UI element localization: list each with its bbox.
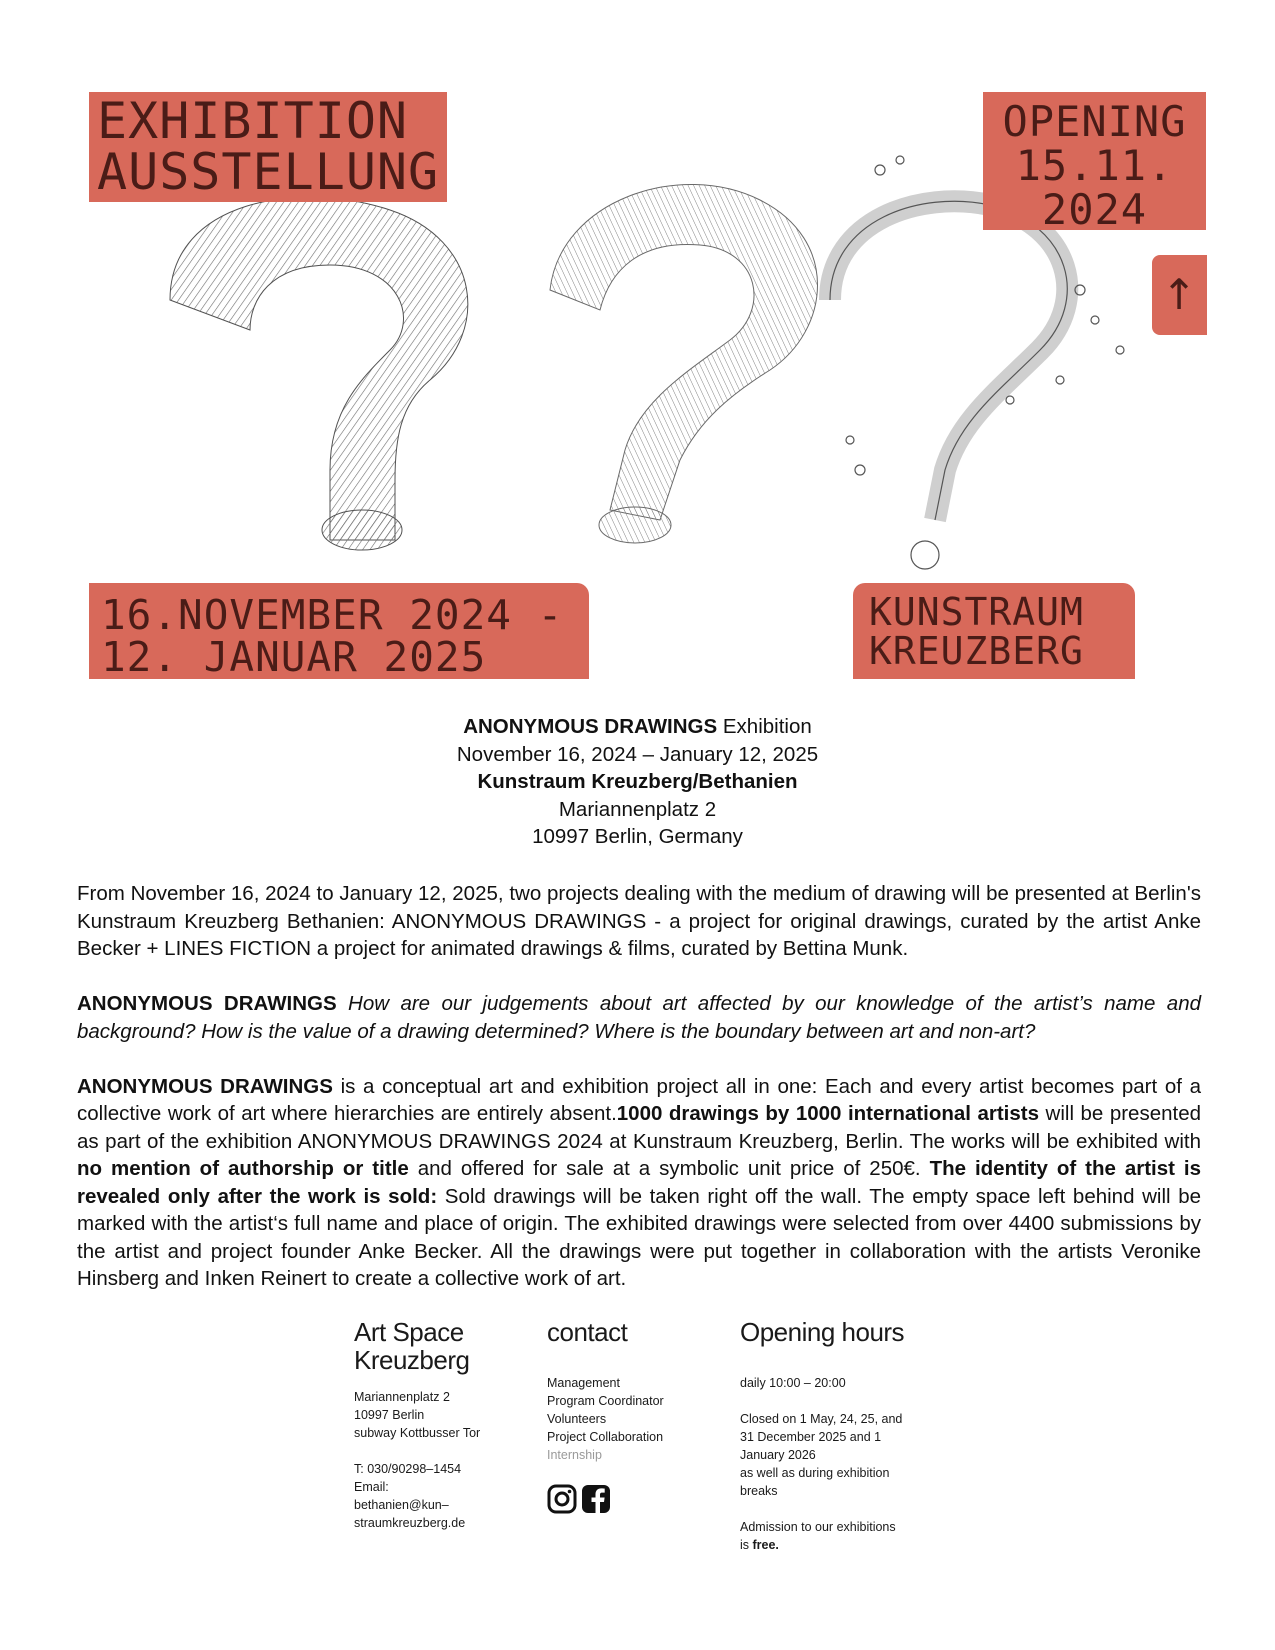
opening-label — [983, 92, 1206, 235]
opening-hours-title: Opening hours — [740, 1317, 905, 1347]
admission-line1: Admission to our exhibitions — [740, 1520, 896, 1534]
footer-address — [354, 1318, 524, 1532]
p3-b3: no mention of authorship or title — [77, 1157, 409, 1180]
title-rest: Exhibition — [717, 715, 812, 738]
exhibition-info — [0, 713, 1275, 851]
daily-hours: daily 10:00 – 20:00 — [740, 1376, 846, 1390]
arrow-up-icon: ↑ — [1152, 255, 1207, 335]
paragraph-concept — [77, 1073, 1201, 1293]
dates-line1: 16.NOVEMBER 2024 - — [101, 591, 564, 639]
admission-free: free. — [752, 1538, 779, 1552]
admission-pre: is — [740, 1538, 753, 1552]
footer-contact — [547, 1318, 722, 1514]
address-line2: 10997 Berlin — [354, 1408, 425, 1422]
venue-label — [853, 583, 1135, 679]
email-line2[interactable]: straumkreuzberg.de — [354, 1516, 466, 1530]
dates-line2: 12. JANUAR 2025 — [101, 632, 487, 681]
closed-line2: 31 December 2025 and 1 — [740, 1430, 882, 1444]
contact-link-internship[interactable]: Internship — [547, 1448, 602, 1462]
exhibition-text: EXHIBITION — [97, 92, 409, 150]
exhibition-title — [0, 713, 1275, 741]
admission-line2 — [740, 1536, 940, 1554]
p3-t3: and offered for sale at a symbolic unit price of 250€. — [408, 1157, 930, 1180]
email-line1[interactable]: bethanien@kun– — [354, 1498, 449, 1512]
exhibition-label — [89, 92, 447, 202]
art-space-title — [354, 1318, 524, 1374]
contact-link-management[interactable]: Management — [547, 1376, 620, 1390]
closed-line5: breaks — [740, 1484, 778, 1498]
p3-t1: is a conceptual art and exhibition project all in one: Each and every artist becomes part of a collective work of art where hierarchies are entirely absent. — [77, 1074, 1201, 1125]
p3-t2: will be presented as part of the exhibition ANONYMOUS DRAWINGS 2024 at Kunstraum Kreuzberg, Berlin. The works will be exhibited with — [77, 1102, 1202, 1153]
contact-link-program-coordinator[interactable]: Program Coordinator — [547, 1394, 664, 1408]
paragraph-questions — [77, 990, 1201, 1045]
p3-b4: The identity of the artist is revealed only after the work is sold: — [77, 1157, 1202, 1208]
email-label: Email: — [354, 1480, 389, 1494]
question-mark-middle — [550, 184, 818, 543]
exhibition-poster — [0, 0, 1275, 690]
address-block — [354, 1388, 524, 1532]
closed-line1: Closed on 1 May, 24, 25, and — [740, 1412, 903, 1426]
dates-label — [89, 583, 589, 679]
paragraph-intro: From November 16, 2024 to January 12, 2025, two projects dealing with the medium of drawing will be presented at Berlin's Kunstraum Kreuzberg Bethanien: ANONYMOUS DRAWINGS - a project for original drawings, curated by the artist Anke Becker + LINES FICTION a project for animated drawings & films, curated by Bettina Munk. — [77, 882, 1201, 960]
title-bold: ANONYMOUS DRAWINGS — [463, 715, 718, 738]
address-line1: Mariannenplatz 2 — [354, 1390, 450, 1404]
footer-opening-hours — [740, 1318, 940, 1554]
venue-bold: Kunstraum Kreuzberg/Bethanien — [477, 770, 798, 793]
contact-title: contact — [547, 1317, 628, 1347]
p2-italic: How are our judgements about art affected by our knowledge of the artist’s name and background? How is the value of a drawing determined? Where is the boundary between art and non-art? — [77, 992, 1201, 1043]
phone-number[interactable]: T: 030/90298–1454 — [354, 1462, 462, 1476]
p3-b2: 1000 drawings by 1000 international artists — [616, 1102, 1040, 1125]
exhibition-dates: November 16, 2024 – January 12, 2025 — [456, 742, 819, 766]
contact-link-project-collaboration[interactable]: Project Collaboration — [547, 1430, 664, 1444]
exhibition-venue — [0, 768, 1275, 796]
ausstellung-text: AUSSTELLUNG — [97, 143, 440, 201]
address-line3: subway Kottbusser Tor — [354, 1426, 481, 1440]
venue-line2: KREUZBERG — [869, 628, 1084, 673]
question-mark-left — [170, 197, 468, 550]
p3-t4: Sold drawings will be taken right off the wall. The empty space left behind will be marked with the artist‘s full name and place of origin. The exhibited drawings were selected from over 4400 submissions by the artist and project founder Anke Becker. All the drawings were put together in collaboration with the artists Veronike Hinsberg and Inken Reinert to create a collective work of art. — [77, 1184, 1201, 1290]
contact-link-volunteers[interactable]: Volunteers — [547, 1412, 607, 1426]
p2-bold: ANONYMOUS DRAWINGS — [77, 992, 337, 1015]
contact-links — [547, 1374, 722, 1464]
p3-b1: ANONYMOUS DRAWINGS — [77, 1074, 333, 1098]
exhibition-city: 10997 Berlin, Germany — [532, 825, 743, 848]
art-space-line2: Kreuzberg — [354, 1345, 470, 1375]
closed-line3: January 2026 — [740, 1448, 816, 1462]
press-text — [77, 880, 1201, 1320]
opening-hours-block — [740, 1374, 940, 1554]
opening-date: 15.11. — [1015, 141, 1174, 191]
opening-year: 2024 — [1041, 185, 1148, 235]
facebook-icon[interactable] — [581, 1484, 611, 1514]
opening-text: OPENING — [1002, 97, 1187, 146]
closed-line4: as well as during exhibition — [740, 1466, 890, 1480]
exhibition-street: Mariannenplatz 2 — [558, 797, 717, 821]
instagram-icon[interactable] — [547, 1484, 577, 1514]
social-links — [547, 1484, 722, 1514]
art-space-line1: Art Space — [354, 1317, 464, 1347]
venue-line1: KUNSTRAUM — [869, 590, 1084, 634]
